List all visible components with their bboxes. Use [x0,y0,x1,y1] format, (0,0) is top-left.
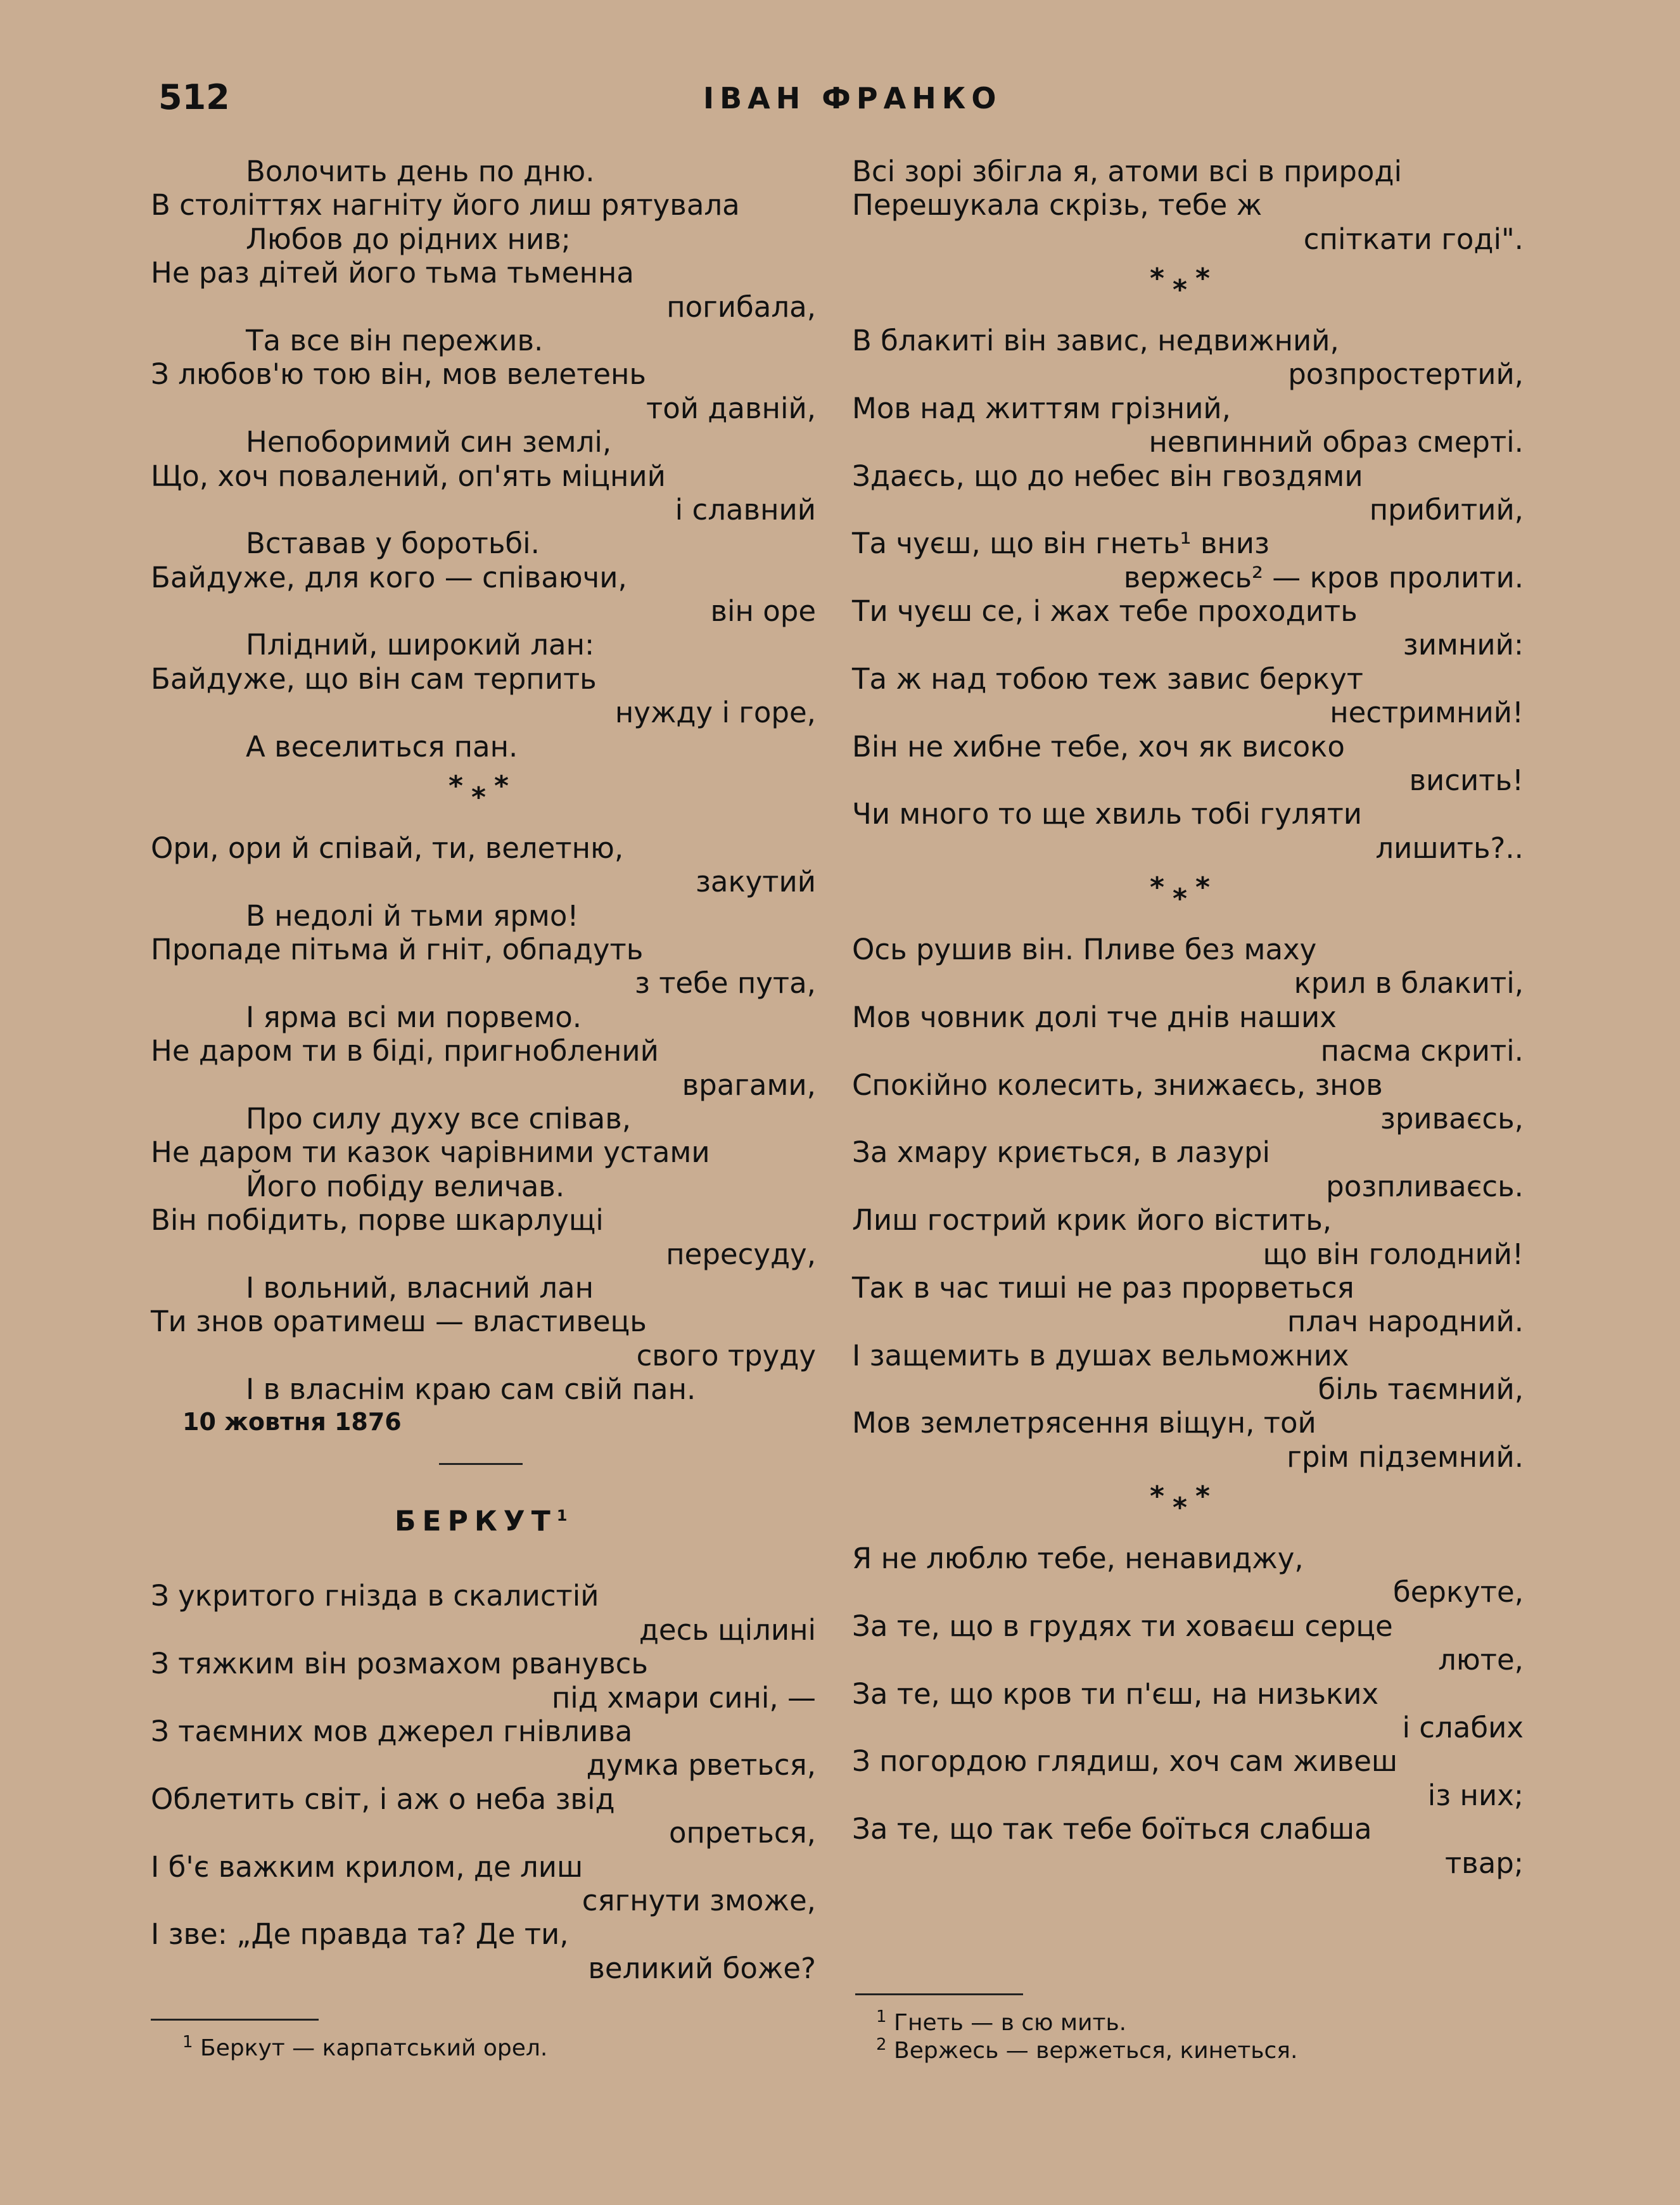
verse-line: Перешукала скрізь, тебе ж [852,188,1263,222]
verse-line-continuation: зимний: [1403,628,1524,662]
verse-line-continuation: опреться, [668,1816,816,1850]
verse-line: Вставав у боротьбі. [246,527,540,561]
verse-line-continuation: із них; [1427,1778,1524,1812]
footnote-mark: 1 [876,2007,887,2026]
verse-line-continuation: сягнути зможе, [582,1883,816,1917]
verse-line: За те, що кров ти п'єш, на низьких [852,1677,1379,1711]
verse-line-continuation: і славний [675,492,816,527]
poem-stanza [852,1542,1524,1880]
verse-line: Чи много то ще хвиль тобі гуляти [852,797,1363,831]
verse-line-continuation: врагами, [682,1068,816,1102]
section-divider-stars: * * * [449,770,509,814]
verse-line: Його побіду величав. [246,1169,565,1203]
verse-line: В століттях нагніту його лиш рятувала [151,188,740,222]
verse-line: І защемить в душах вельможних [852,1338,1349,1372]
verse-line-continuation: думка рветься, [586,1748,816,1782]
verse-line: Ти знов оратимеш — властивець [151,1305,647,1339]
verse-line-continuation: розпростертий, [1288,357,1524,392]
poem-title-text: БЕРКУТ [395,1505,557,1538]
verse-line-continuation: що він голодний! [1263,1237,1524,1271]
verse-line-continuation: він оре [710,594,816,629]
verse-line-continuation: біль таємний, [1318,1372,1524,1407]
verse-line: Мов над життям грізний, [852,391,1231,425]
verse-line: І в власнім краю сам свій пан. [246,1372,696,1407]
verse-line-continuation: з тебе пута, [634,966,816,1000]
verse-line-continuation: пересуду, [666,1237,816,1271]
verse-line: Любов до рідних нив; [246,222,571,256]
verse-line: Він не хибне тебе, хоч як високо [852,729,1345,764]
verse-line: Не даром ти казок чарівними устами [151,1135,710,1170]
verse-line-continuation: прибитий, [1369,492,1524,527]
footnote-rule [151,2019,319,2021]
verse-line-continuation: спіткати годі". [1303,222,1524,256]
verse-line-continuation: нестримний! [1330,696,1524,730]
verse-line-continuation: вержесь² — кров пролити. [1123,560,1524,594]
verse-line: Всі зорі збігла я, атоми всі в природі [852,155,1403,188]
poem-stanza [852,324,1524,865]
verse-line-continuation: пасма скриті. [1320,1034,1524,1068]
poem-stanza [151,1579,816,1985]
verse-line-continuation: люте, [1438,1643,1524,1677]
verse-line-continuation: розпливаєсь. [1326,1169,1524,1203]
section-rule [439,1463,523,1465]
page-number: 512 [158,77,230,117]
verse-line: Він побідить, порве шкарлущі [151,1203,604,1237]
verse-line: В блакиті він завис, недвижний, [852,323,1339,357]
verse-line-continuation: великий боже? [588,1951,816,1985]
verse-line: З таємних мов джерел гнівлива [151,1715,633,1749]
spacer [151,1535,816,1579]
verse-line: І ярма всі ми порвемо. [246,1000,582,1034]
running-head: ІВАН ФРАНКО [703,81,1002,115]
footnote-marker: 1 [556,1507,568,1525]
verse-line: Облетить світ, і аж о неба звід [151,1782,615,1816]
verse-line: Ори, ори й співай, ти, велетню, [151,831,624,865]
verse-line: Здаєсь, що до небес він гвоздями [852,459,1363,493]
poem-stanza [852,933,1524,1474]
verse-line-continuation: плач народний. [1287,1305,1524,1339]
verse-line: І б'є важким крилом, де лиш [151,1850,583,1884]
right-column [852,155,1524,1880]
footnote [151,2028,548,2061]
verse-line-continuation: твар; [1444,1846,1524,1880]
verse-line: Волочить день по дню. [246,155,595,188]
left-column [151,155,816,1985]
verse-line: Не раз дітей його тьма тьменна [151,256,634,290]
verse-line-continuation: свого труду [636,1338,816,1372]
verse-line-continuation: під хмари сині, — [551,1680,816,1715]
verse-line-continuation: грім підземний. [1287,1440,1524,1474]
footnotes-left [151,2019,548,2061]
verse-line-continuation: і слабих [1402,1711,1524,1745]
verse-line: Ти чуєш се, і жах тебе проходить [852,594,1358,629]
verse-line: А веселиться пан. [246,729,518,764]
poem-stanza [151,831,816,1407]
verse-line: Пропаде пітьма й гніт, обпадуть [151,933,644,966]
verse-line: Непоборимий син землі, [246,425,612,459]
footnote-text: Гнеть — в сю мить. [894,2010,1127,2036]
verse-line-continuation: той давній, [646,391,816,425]
footnote [852,2003,1297,2036]
verse-line: За те, що в грудях ти ховаєш серце [852,1609,1393,1643]
footnote-mark: 2 [876,2035,887,2054]
verse-line-continuation: невпинний образ смерті. [1149,425,1524,459]
verse-line: І зве: „Де правда та? Де ти, [151,1917,569,1952]
verse-line-continuation: крил в блакиті, [1294,966,1524,1000]
verse-line: За хмару криється, в лазурі [852,1135,1271,1170]
footnote [852,2031,1298,2064]
section-divider-stars: * * * [1150,1480,1211,1524]
verse-line: З погордою глядиш, хоч сам живеш [852,1744,1398,1779]
poem-stanza [151,155,816,764]
verse-line-continuation: десь щілині [639,1613,816,1647]
verse-line: З любов'ю тою він, мов велетень [151,357,646,392]
verse-line: Ось рушив він. Пливе без маху [852,933,1317,967]
verse-line: Байдуже, для кого — співаючи, [151,560,627,594]
section-divider-stars: * * * [1150,262,1211,307]
footnotes-right [852,1993,1298,2064]
section-divider-stars: * * * [1150,871,1211,916]
poem-stanza [852,155,1524,256]
page-header [0,77,1680,128]
verse-line: Так в час тиші не раз прорветься [852,1270,1354,1305]
verse-line-continuation: лишить?.. [1375,831,1524,865]
poem-title [151,1497,816,1538]
verse-line: В недолі й тьми ярмо! [246,898,579,933]
footnote-mark: 1 [182,2033,193,2052]
verse-line: Не даром ти в біді, пригноблений [151,1034,659,1068]
verse-line-continuation: висить! [1409,764,1524,798]
verse-line: Про силу духу все співав, [246,1101,632,1135]
verse-line: З укритого гнізда в скалистій [151,1579,599,1613]
verse-line-continuation: погибала, [666,290,816,324]
verse-line: І вольний, власний лан [246,1270,594,1305]
footnote-text: Беркут — карпатський орел. [200,2035,548,2061]
verse-line: Та чуєш, що він гнеть¹ вниз [852,527,1270,561]
verse-line: Мов землетрясення віщун, той [852,1406,1316,1440]
poem-date: 10 жовтня 1876 [182,1408,402,1436]
footnote-rule [855,1993,1023,1995]
verse-line-continuation: закутий [695,865,816,899]
verse-line: Та все він пережив. [246,323,544,357]
verse-line: Та ж над тобою теж завис беркут [852,662,1363,696]
footnote-text: Вержесь — вержеться, кинеться. [894,2038,1298,2064]
verse-line: Що, хоч повалений, оп'ять міцний [151,459,666,493]
verse-line-continuation: зриваєсь, [1380,1101,1524,1135]
verse-line: Я не люблю тебе, ненавиджу, [852,1542,1304,1576]
verse-line: За те, що так тебе боїться слабша [852,1812,1372,1846]
verse-line: Лиш гострий крик його вістить, [852,1203,1332,1237]
verse-line-continuation: нужду і горе, [614,696,816,730]
verse-line: Байдуже, що він сам терпить [151,662,597,696]
verse-line: Плідний, широкий лан: [246,628,595,662]
verse-line: З тяжким він розмахом рванувсь [151,1647,648,1681]
verse-line: Мов човник долі тче днів наших [852,1000,1337,1034]
verse-line: Спокійно колесить, знижаєсь, знов [852,1068,1383,1102]
verse-line-continuation: беркуте, [1392,1575,1524,1609]
